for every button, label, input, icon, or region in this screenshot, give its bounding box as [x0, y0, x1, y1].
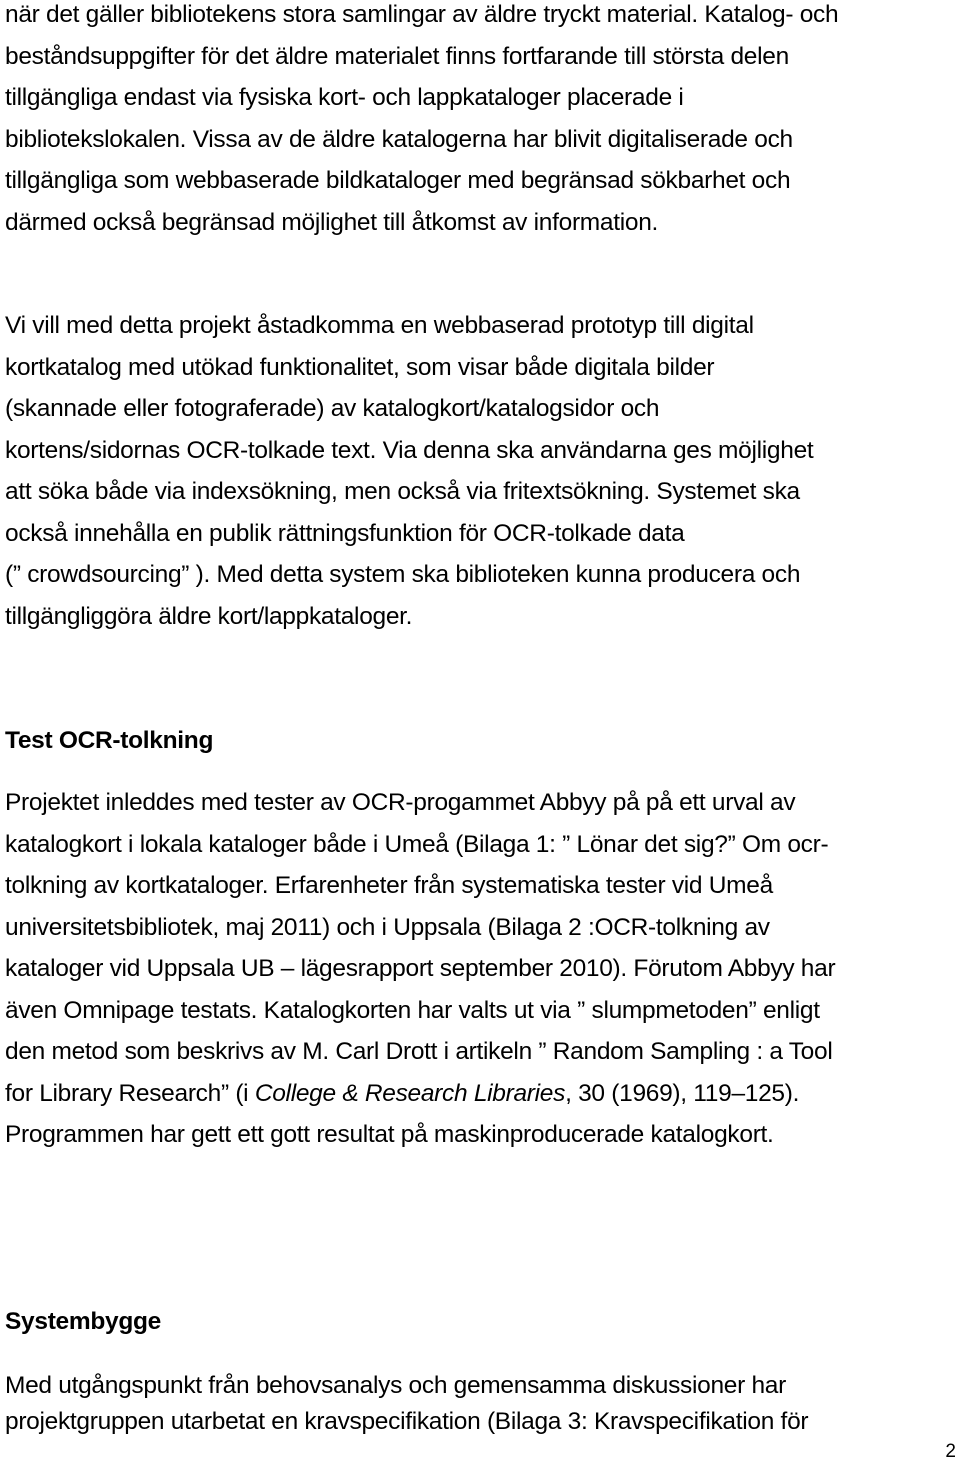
text-line: universitetsbibliotek, maj 2011) och i Uppsala (Bilaga 2 :OCR-tolkning av [5, 913, 770, 941]
text-line: Projektet inleddes med tester av OCR-progammet Abbyy på på ett urval av [5, 789, 796, 816]
text-line: tillgängliga endast via fysiska kort- och lappkataloger placerade i [5, 84, 684, 111]
text-line: därmed också begränsad möjlighet till åtkomst av information. [5, 208, 659, 236]
text-line: projektgruppen utarbetat en kravspecifikation (Bilaga 3: Kravspecifikation för [5, 1408, 809, 1435]
page-number: 2 [945, 1441, 956, 1462]
text-line: tolkning av kortkataloger. Erfarenheter från systematiska tester vid Umeå [5, 872, 773, 899]
text-line: (skannade eller fotograferade) av katalogkort/katalogsidor och [5, 395, 660, 422]
text-line: kataloger vid Uppsala UB – lägesrapport september 2010). Förutom Abbyy har [5, 955, 836, 982]
text-line: tillgängliga som webbaserade bildkataloger med begränsad sökbarhet och [5, 167, 791, 194]
citation-suffix: , 30 (1969), 119–125). [565, 1079, 800, 1107]
text-line: kortens/sidornas OCR-tolkade text. Via denna ska användarna ges möjlighet [5, 436, 814, 464]
text-line: också innehålla en publik rättningsfunktion för OCR-tolkade data [5, 519, 685, 547]
text-line: beståndsuppgifter för det äldre materialet finns fortfarande till största delen [5, 42, 789, 70]
text-line: att söka både via indexsökning, men också via fritextsökning. Systemet ska [5, 478, 800, 505]
text-line: Vi vill med detta projekt åstadkomma en webbaserad prototyp till digital [5, 312, 754, 339]
text-line: tillgängliggöra äldre kort/lappkataloger. [5, 602, 413, 630]
citation-line [5, 1073, 955, 1115]
text-line: när det gäller bibliotekens stora samlingar av äldre tryckt material. Katalog- och [5, 1, 839, 28]
text-line: katalogkort i lokala kataloger både i Umeå (Bilaga 1: ” Lönar det sig?” Om ocr- [5, 830, 829, 858]
text-line: den metod som beskrivs av M. Carl Drott i artikeln ” Random Sampling : a Tool [5, 1038, 833, 1065]
journal-title: College & Research Libraries [254, 1079, 566, 1107]
text-line: även Omnipage testats. Katalogkorten har valts ut via ” slumpmetoden” enligt [5, 996, 820, 1024]
text-line: kortkatalog med utökad funktionalitet, som visar både digitala bilder [5, 353, 715, 381]
text-line: bibliotekslokalen. Vissa av de äldre katalogerna har blivit digitaliserade och [5, 125, 793, 153]
text-line: Programmen har gett ett gott resultat på maskinproducerade katalogkort. [5, 1121, 774, 1148]
text-line: (” crowdsourcing” ). Med detta system ska biblioteken kunna producera och [5, 561, 801, 588]
text-line: Med utgångspunkt från behovsanalys och gemensamma diskussioner har [5, 1372, 786, 1399]
system-paragraph [5, 1368, 955, 1440]
project-paragraph [5, 305, 955, 637]
intro-paragraph [5, 0, 955, 243]
section-heading-ocr: Test OCR-tolkning [5, 727, 214, 754]
ocr-paragraph [5, 782, 955, 1156]
citation-prefix: for Library Research” (i [5, 1079, 255, 1107]
section-heading-system: Systembygge [5, 1308, 162, 1335]
